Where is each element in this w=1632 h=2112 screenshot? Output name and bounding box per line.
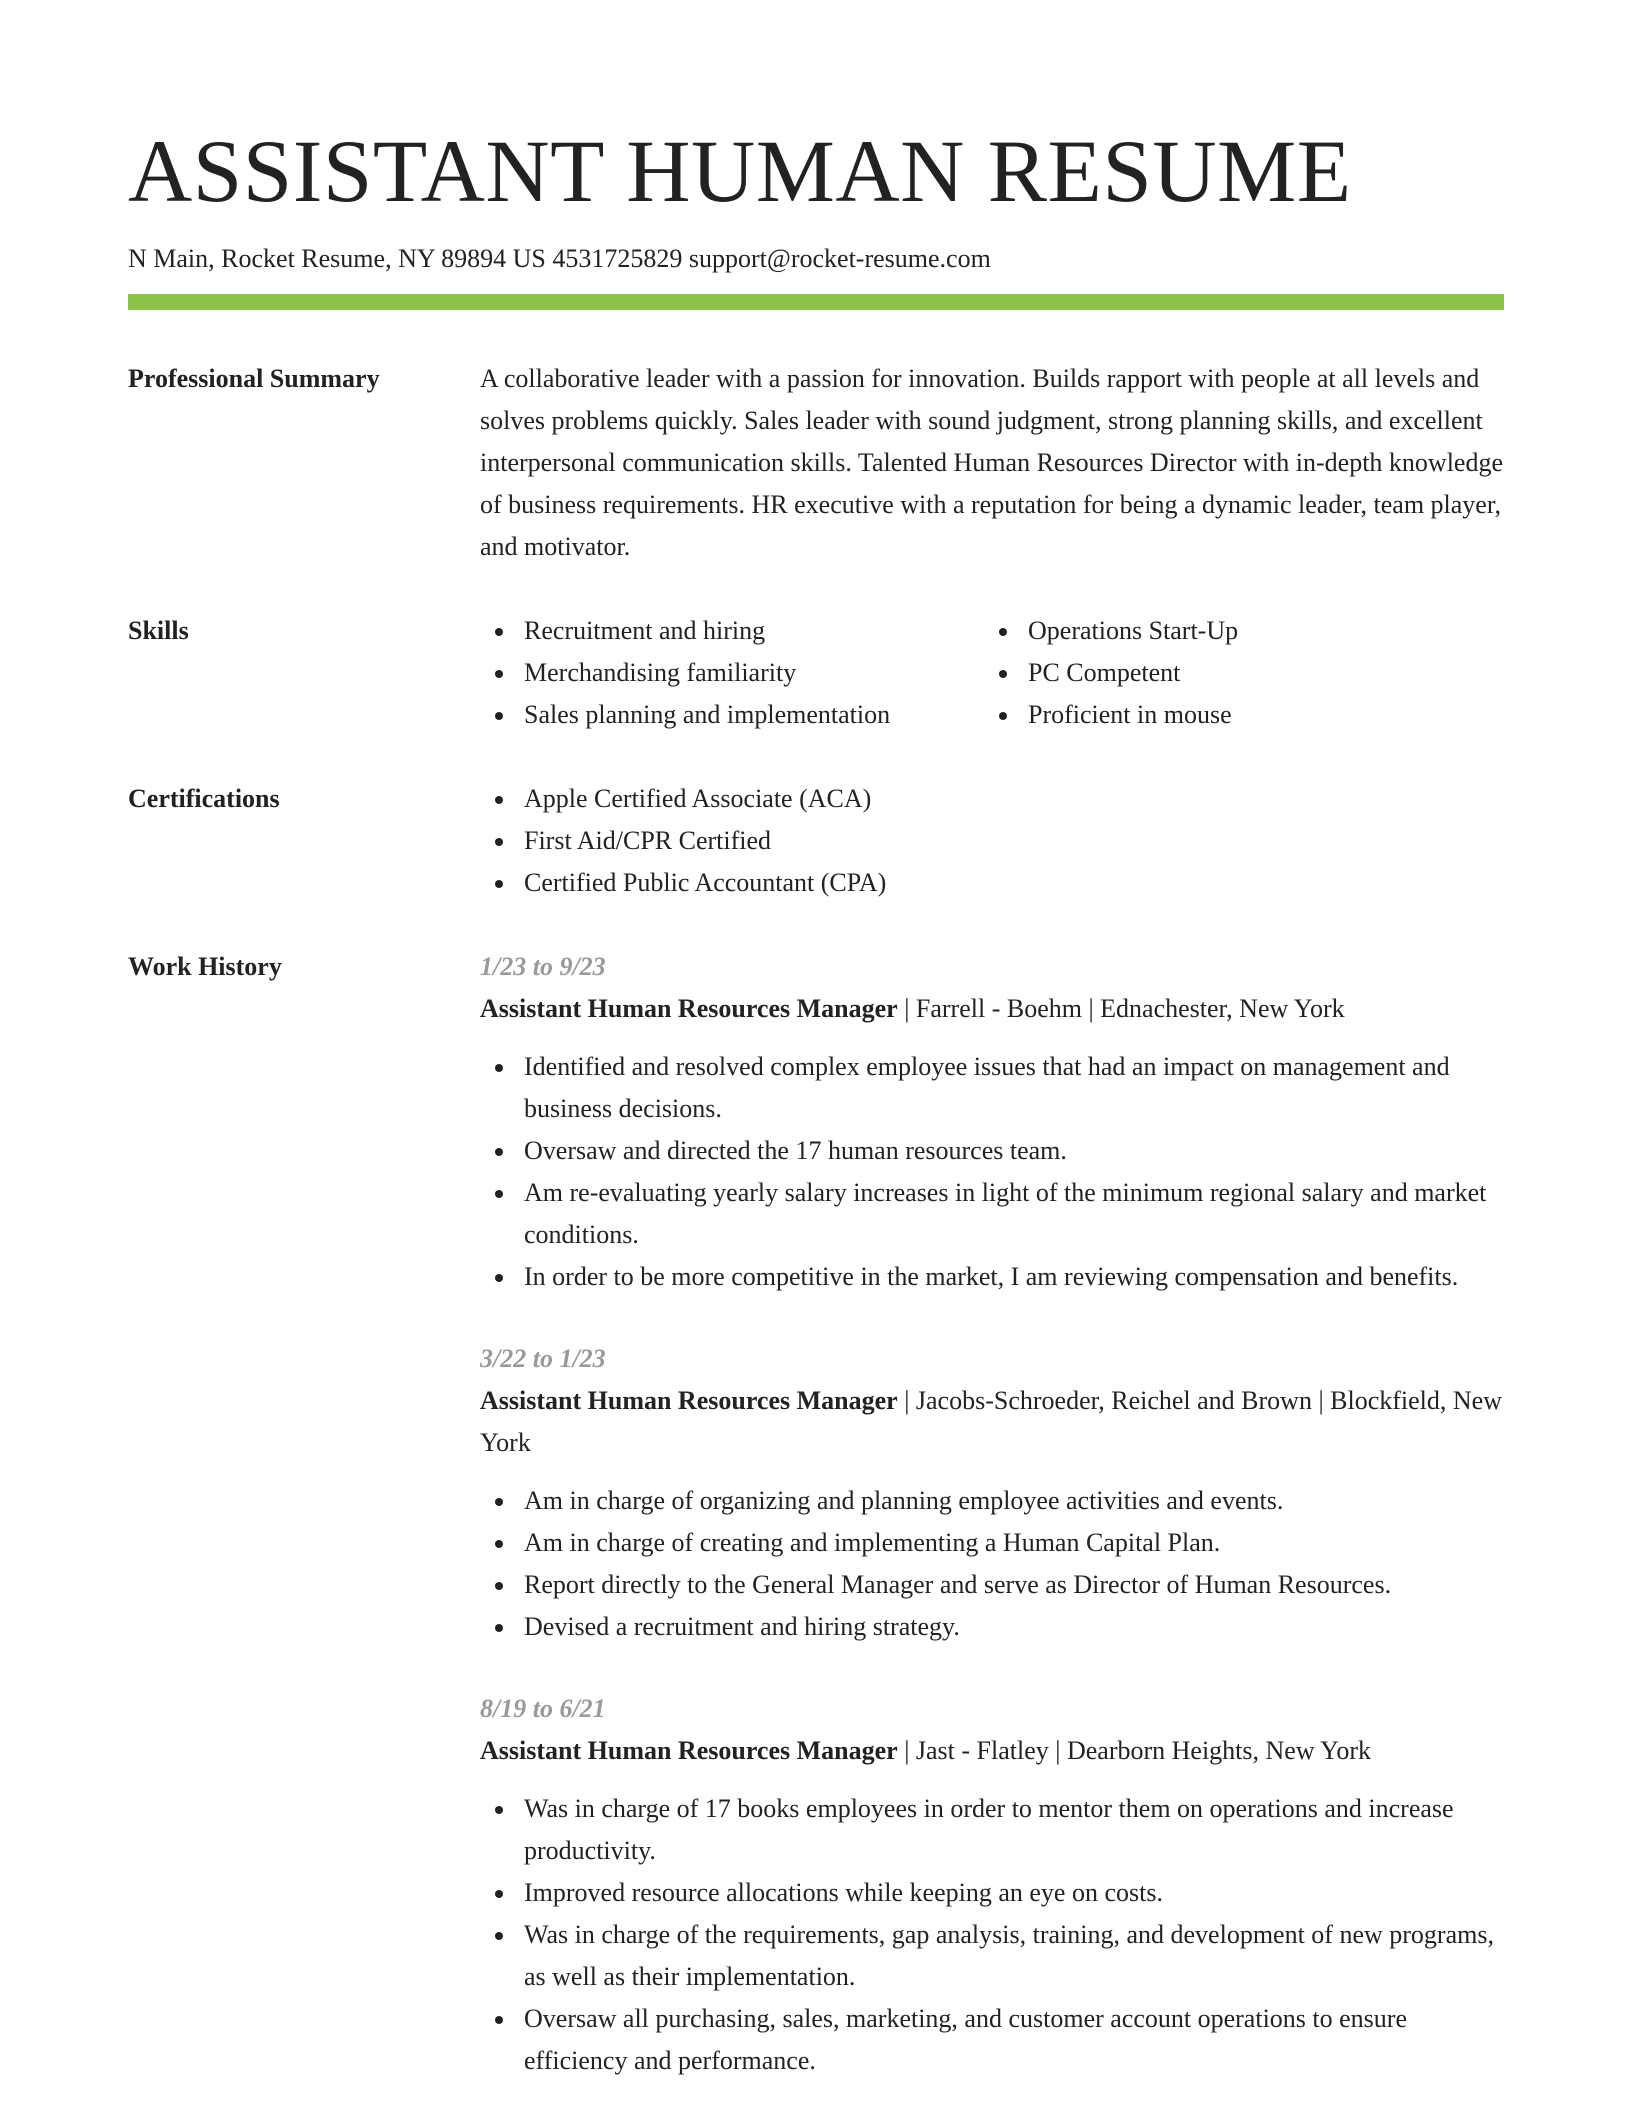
- work-history-section: [128, 946, 1504, 2082]
- certifications-section: [128, 778, 1504, 904]
- job-title: Assistant Human Resources Manager: [480, 1736, 898, 1765]
- job-dates: 8/19 to 6/21: [480, 1694, 606, 1723]
- certification-item: First Aid/CPR Certified: [480, 820, 1504, 862]
- skills-column-left: [480, 610, 984, 736]
- skills-section: [128, 610, 1504, 736]
- skill-item: Sales planning and implementation: [480, 694, 984, 736]
- job-details: | Farrell - Boehm | Ednachester, New York: [897, 994, 1345, 1023]
- job-dates: 3/22 to 1/23: [480, 1344, 606, 1373]
- job-heading: [480, 1380, 1504, 1464]
- job-bullet: Report directly to the General Manager and serve as Director of Human Resources.: [480, 1564, 1504, 1606]
- job-title: Assistant Human Resources Manager: [480, 1386, 898, 1415]
- job-bullet: Was in charge of the requirements, gap analysis, training, and development of new programs, as well as their implementation.: [480, 1914, 1504, 1998]
- job-entry: [480, 946, 1504, 1298]
- certification-item: Apple Certified Associate (ACA): [480, 778, 1504, 820]
- job-bullets: [480, 1480, 1504, 1648]
- section-label: Work History: [128, 952, 282, 981]
- job-bullet: Identified and resolved complex employee issues that had an impact on management and business decisions.: [480, 1046, 1504, 1130]
- skill-item: Operations Start-Up: [984, 610, 1238, 652]
- skill-item: Recruitment and hiring: [480, 610, 984, 652]
- section-label: Certifications: [128, 784, 280, 813]
- skill-item: Proficient in mouse: [984, 694, 1238, 736]
- job-bullets: [480, 1046, 1504, 1298]
- resume-name: ASSISTANT HUMAN RESUME: [128, 123, 1352, 221]
- certification-item: Certified Public Accountant (CPA): [480, 862, 1504, 904]
- summary-text: A collaborative leader with a passion for innovation. Builds rapport with people at all levels and solves problems quickly. Sales leader with sound judgment, strong planning skills, and excellent interpersonal communication skills. Talented Human Resources Director with in-depth knowledge of business requirements. HR executive with a reputation for being a dynamic leader, team player, and motivator.: [480, 364, 1504, 561]
- job-dates: 1/23 to 9/23: [480, 952, 606, 981]
- skills-column-right: [984, 610, 1238, 736]
- job-bullet: Am re-evaluating yearly salary increases in light of the minimum regional salary and market conditions.: [480, 1172, 1504, 1256]
- job-bullets: [480, 1788, 1504, 2082]
- job-bullet: Oversaw and directed the 17 human resources team.: [480, 1130, 1504, 1172]
- job-heading: [480, 1730, 1504, 1772]
- resume-page: [128, 122, 1504, 2082]
- certifications-list: [480, 778, 1504, 904]
- contact-line: N Main, Rocket Resume, NY 89894 US 4531725829 support@rocket-resume.com: [128, 244, 991, 273]
- skills-list: [480, 610, 1504, 736]
- job-details: | Jast - Flatley | Dearborn Heights, New York: [897, 1736, 1371, 1765]
- job-title: Assistant Human Resources Manager: [480, 994, 898, 1023]
- skill-item: PC Competent: [984, 652, 1238, 694]
- job-bullet: Am in charge of organizing and planning employee activities and events.: [480, 1480, 1504, 1522]
- job-entry: [480, 1338, 1504, 1648]
- section-label: Skills: [128, 616, 189, 645]
- professional-summary-section: [128, 358, 1504, 568]
- job-heading: [480, 988, 1504, 1030]
- job-bullet: Improved resource allocations while keeping an eye on costs.: [480, 1872, 1504, 1914]
- job-bullet: Was in charge of 17 books employees in order to mentor them on operations and increase productivity.: [480, 1788, 1504, 1872]
- job-bullet: In order to be more competitive in the market, I am reviewing compensation and benefits.: [480, 1256, 1504, 1298]
- job-bullet: Am in charge of creating and implementing a Human Capital Plan.: [480, 1522, 1504, 1564]
- job-bullet: Oversaw all purchasing, sales, marketing, and customer account operations to ensure efficiency and performance.: [480, 1998, 1504, 2082]
- job-bullet: Devised a recruitment and hiring strategy.: [480, 1606, 1504, 1648]
- job-details: | Jacobs-Schroeder, Reichel and Brown | Blockfield, New York: [480, 1386, 1502, 1457]
- work-history-list: [480, 946, 1504, 2082]
- job-entry: [480, 1688, 1504, 2082]
- section-label: Professional Summary: [128, 364, 380, 393]
- header-divider: [128, 294, 1504, 310]
- skill-item: Merchandising familiarity: [480, 652, 984, 694]
